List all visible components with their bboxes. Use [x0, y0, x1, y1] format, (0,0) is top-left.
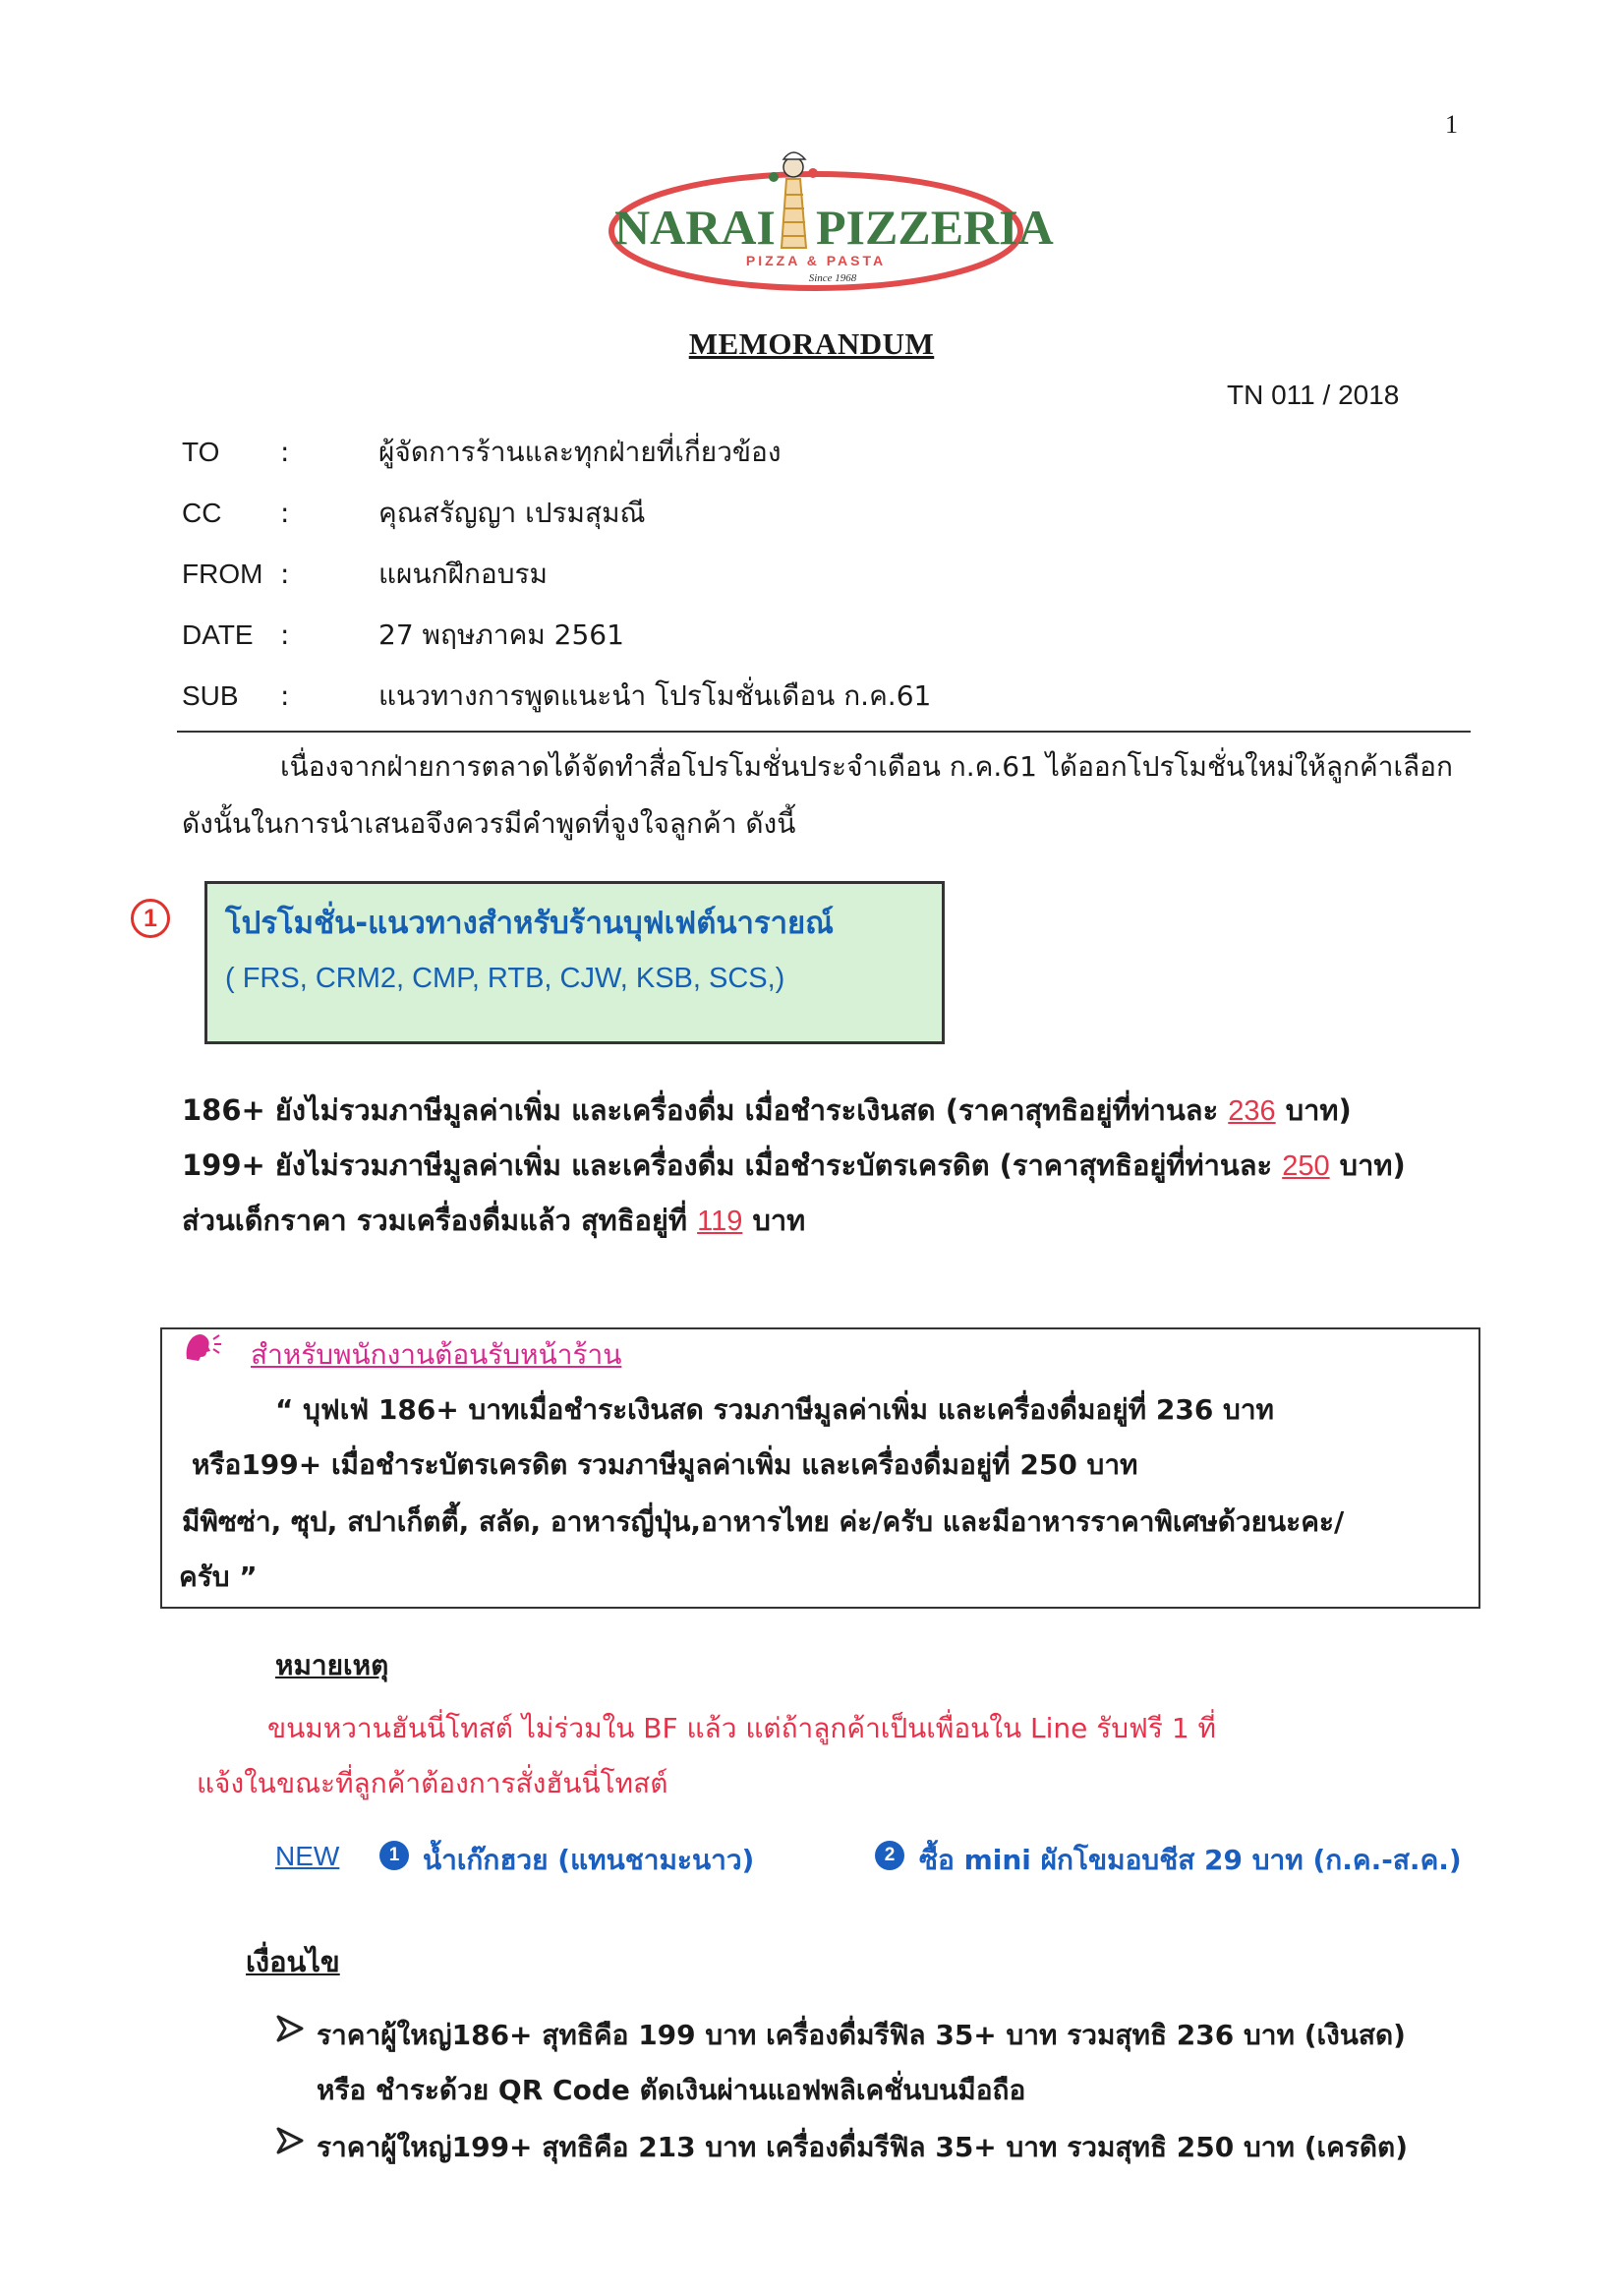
price-kids-line: [182, 1198, 805, 1243]
staff-box-title: สำหรับพนักงานต้อนรับหน้าร้าน: [251, 1338, 622, 1371]
price-cash-unit: บาท): [1275, 1093, 1352, 1127]
new-label: NEW: [275, 1841, 340, 1871]
price-kids-text: ส่วนเด็กราคา รวมเครื่องดื่มแล้ว สุทธิอยู่ที่: [182, 1204, 698, 1237]
price-credit-text: 199+ ยังไม่รวมภาษีมูลค่าเพิ่ม และเครื่องดื่ม เมื่อชำระบัตรเครดิต (ราคาสุทธิอยู่ที่ท่านละ: [182, 1148, 1283, 1182]
promotion-box: [204, 881, 945, 1044]
intro-line-1: เนื่องจากฝ่ายการตลาดได้จัดทำสื่อโปรโมชั่นประจำเดือน ก.ค.61 ได้ออกโปรโมชั่นใหม่ให้ลูกค้าเลือก: [280, 750, 1453, 783]
logo-graphic: [605, 138, 1054, 295]
header-colon: :: [280, 679, 290, 712]
condition-1-line-1: ราคาผู้ใหญ่186+ สุทธิคือ 199 บาท เครื่องดื่มรีฟิล 35+ บาท รวมสุทธิ 236 บาท (เงินสด): [317, 2019, 1406, 2051]
arrow-bullet-icon: [275, 2126, 305, 2155]
new-item-1-badge: 1: [379, 1841, 409, 1870]
section-number-badge: 1: [131, 899, 170, 938]
price-credit-line: [182, 1143, 1406, 1188]
new-item-2-badge: 2: [875, 1841, 904, 1870]
header-key: TO: [182, 437, 220, 467]
note-title: หมายเหตุ: [275, 1649, 389, 1681]
page-number: 1: [1445, 110, 1458, 139]
staff-quote-line-3: มีพิซซ่า, ซุป, สปาเก็ตตี้, สลัด, อาหารญี่ปุ่น,อาหารไทย ค่ะ/ครับ และมีอาหารราคาพิเศษด้วยนะคะ/: [182, 1505, 1345, 1538]
logo-word1: NARAI: [614, 200, 776, 255]
logo-tagline: PIZZA & PASTA: [745, 253, 887, 268]
speaking-head-icon: [183, 1329, 222, 1363]
conditions-title: เงื่อนไข: [246, 1945, 340, 1978]
header-value: ผู้จัดการร้านและทุกฝ่ายที่เกี่ยวข้อง: [378, 436, 782, 468]
price-kids-amount: 119: [697, 1206, 743, 1237]
note-line-1: ขนมหวานฮันนี่โทสต์ ไม่ร่วมใน BF แล้ว แต่ถ้าลูกค้าเป็นเพื่อนใน Line รับฟรี 1 ที่: [267, 1712, 1216, 1744]
narai-pizzeria-logo: [605, 138, 1054, 295]
price-cash-amount: 236: [1228, 1095, 1276, 1127]
memo-title: MEMORANDUM: [688, 326, 935, 361]
header-divider: [177, 731, 1471, 733]
new-item-1-text: น้ำเก๊กฮวย (แทนชามะนาว): [423, 1844, 755, 1876]
arrow-bullet-icon: [275, 2014, 305, 2043]
price-cash-line: [182, 1088, 1352, 1133]
promotion-branches: ( FRS, CRM2, CMP, RTB, CJW, KSB, SCS,): [225, 963, 785, 994]
header-key: DATE: [182, 619, 254, 650]
staff-quote-line-4: ครับ ”: [179, 1560, 258, 1593]
header-colon: :: [280, 436, 290, 468]
header-value: แนวทางการพูดแนะนำ โปรโมชั่นเดือน ก.ค.61: [378, 679, 932, 712]
price-credit-amount: 250: [1282, 1150, 1330, 1182]
price-credit-unit: บาท): [1329, 1148, 1406, 1182]
new-item-2-text: ซื้อ mini ผักโขมอบชีส 29 บาท (ก.ค.-ส.ค.): [919, 1844, 1462, 1876]
header-value: คุณสรัญญา เปรมสุมณี: [378, 497, 646, 529]
header-value: 27 พฤษภาคม 2561: [378, 618, 624, 651]
header-value: แผนกฝึกอบรม: [378, 558, 548, 590]
promotion-title: โปรโมชั่น-แนวทางสำหรับร้านบุฟเฟต์นารายณ์: [225, 906, 834, 941]
staff-quote-line-1: “ บุฟเฟ่ 186+ บาทเมื่อชำระเงินสด รวมภาษีมูลค่าเพิ่ม และเครื่องดื่มอยู่ที่ 236 บาท: [275, 1393, 1274, 1426]
header-colon: :: [280, 558, 290, 590]
staff-quote-line-2: หรือ199+ เมื่อชำระบัตรเครดิต รวมภาษีมูลค่าเพิ่ม และเครื่องดื่มอยู่ที่ 250 บาท: [192, 1448, 1138, 1481]
header-key: FROM: [182, 559, 263, 589]
header-key: SUB: [182, 680, 239, 711]
header-colon: :: [280, 497, 290, 529]
logo-since: Since 1968: [808, 272, 857, 284]
logo-word2: PIZZERIA: [816, 200, 1054, 255]
chef-mascot-icon: [769, 152, 818, 248]
reference-number: TN 011 / 2018: [1227, 380, 1400, 410]
price-cash-text: 186+ ยังไม่รวมภาษีมูลค่าเพิ่ม และเครื่องดื่ม เมื่อชำระเงินสด (ราคาสุทธิอยู่ที่ท่านละ: [182, 1093, 1229, 1127]
header-colon: :: [280, 618, 290, 651]
condition-1-line-2: หรือ ชำระด้วย QR Code ตัดเงินผ่านแอฟพลิเคชั่นบนมือถือ: [317, 2074, 1026, 2106]
intro-line-2: ดังนั้นในการนำเสนอจึงควรมีคำพูดที่จูงใจลูกค้า ดังนี้: [182, 807, 796, 840]
condition-2-line-1: ราคาผู้ใหญ่199+ สุทธิคือ 213 บาท เครื่องดื่มรีฟิล 35+ บาท รวมสุทธิ 250 บาท (เครดิต): [317, 2131, 1409, 2163]
header-key: CC: [182, 498, 222, 528]
price-kids-unit: บาท: [742, 1204, 806, 1237]
note-line-2: แจ้งในขณะที่ลูกค้าต้องการสั่งฮันนี่โทสต์: [197, 1767, 668, 1799]
